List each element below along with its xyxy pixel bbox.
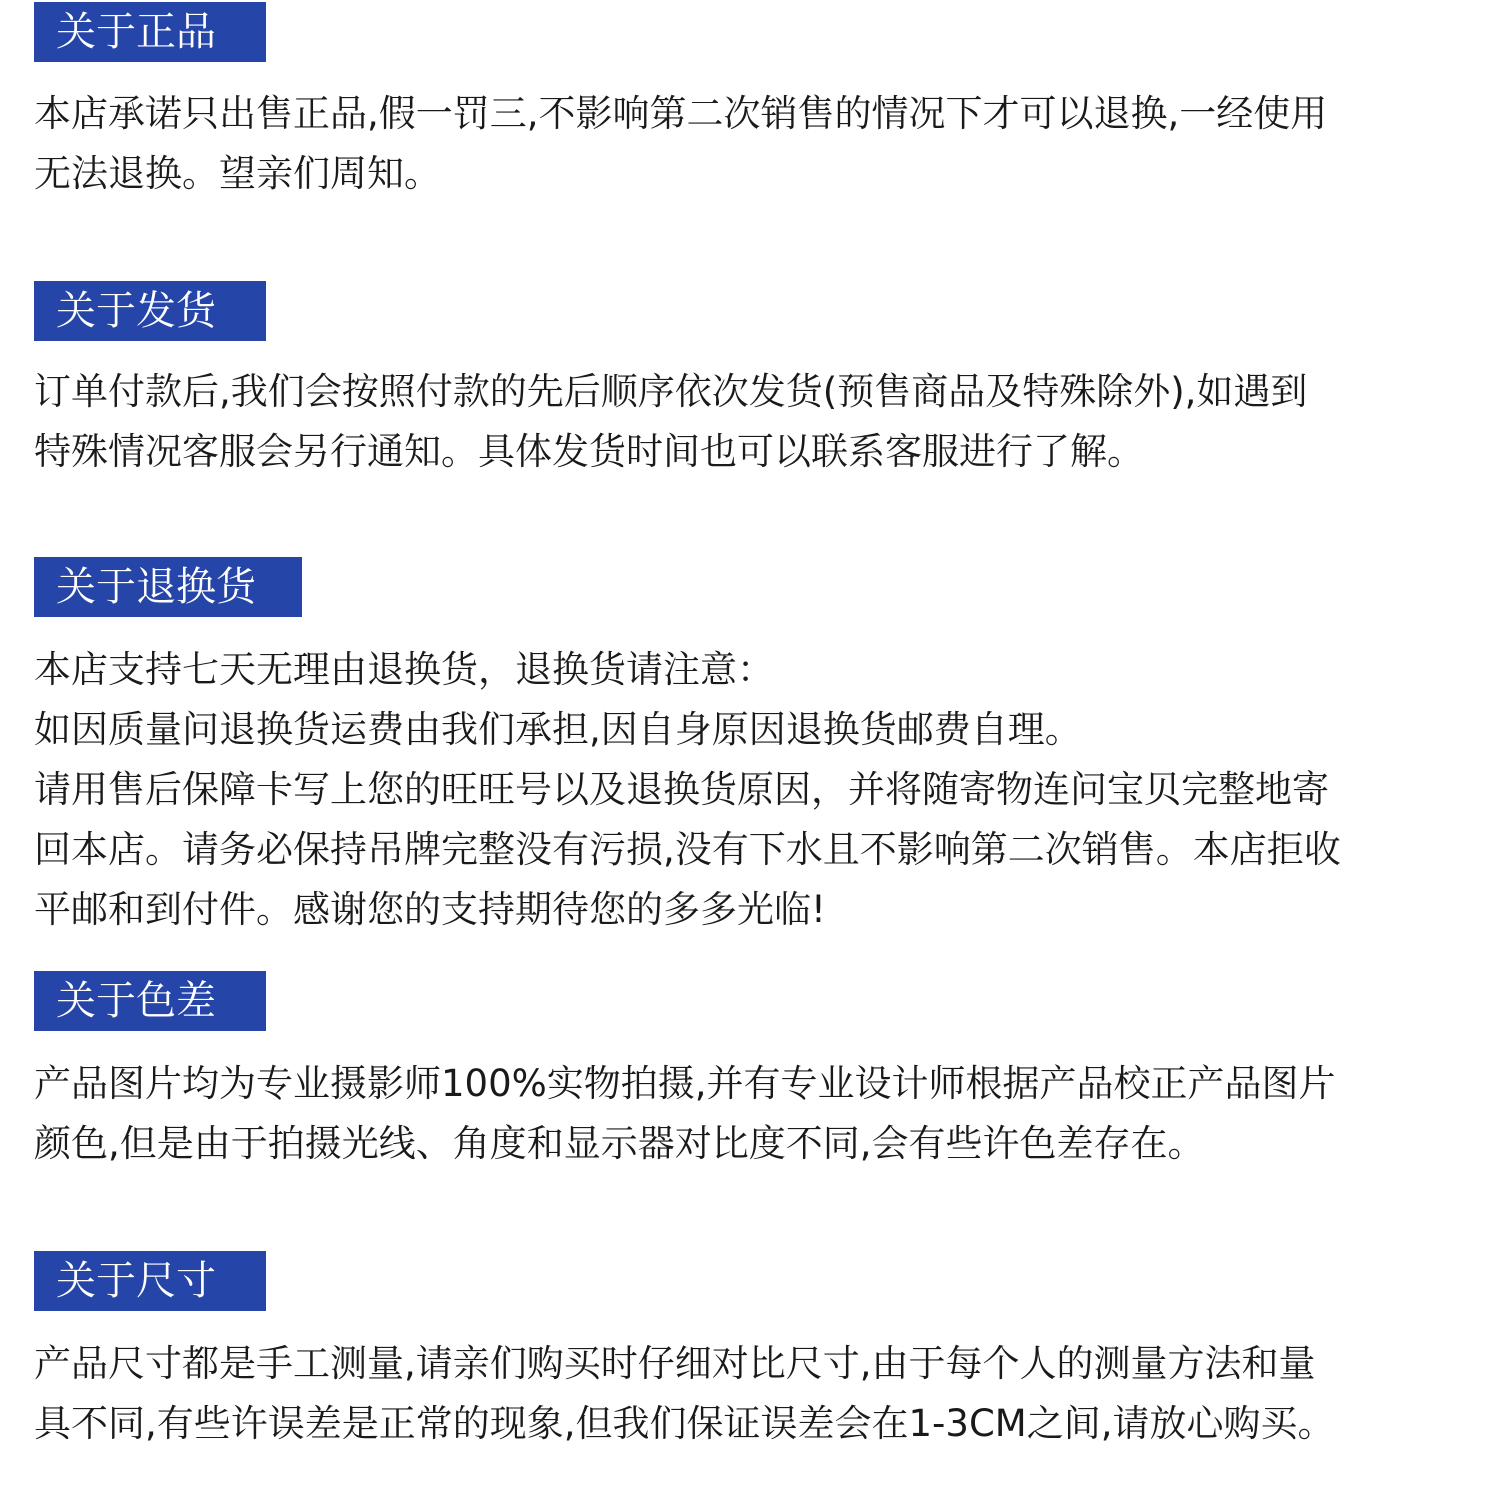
text-line: 请用售后保障卡写上您的旺旺号以及退换货原因，并将随寄物连问宝贝完整地寄 bbox=[34, 768, 1329, 811]
text-line: 产品尺寸都是手工测量,请亲们购买时仔细对比尺寸,由于每个人的测量方法和量 bbox=[34, 1342, 1316, 1385]
text-line: 平邮和到付件。感谢您的支持期待您的多多光临! bbox=[34, 888, 826, 931]
section-title-returns: 关于退换货 bbox=[34, 557, 302, 617]
section-body-shipping bbox=[34, 362, 1474, 482]
section-title-authentic: 关于正品 bbox=[34, 2, 266, 62]
section-body-authentic bbox=[34, 84, 1474, 204]
text-line: 无法退换。望亲们周知。 bbox=[34, 152, 441, 195]
text-line: 颜色,但是由于拍摄光线、角度和显示器对比度不同,会有些许色差存在。 bbox=[34, 1122, 1205, 1165]
section-body-color-difference bbox=[34, 1054, 1474, 1174]
text-line: 产品图片均为专业摄影师100%实物拍摄,并有专业设计师根据产品校正产品图片 bbox=[34, 1062, 1336, 1105]
text-line: 特殊情况客服会另行通知。具体发货时间也可以联系客服进行了解。 bbox=[34, 430, 1144, 473]
section-title-size: 关于尺寸 bbox=[34, 1251, 266, 1311]
text-line: 本店承诺只出售正品,假一罚三,不影响第二次销售的情况下才可以退换,一经使用 bbox=[34, 92, 1328, 135]
section-body-returns bbox=[34, 640, 1474, 940]
text-line: 回本店。请务必保持吊牌完整没有污损,没有下水且不影响第二次销售。本店拒收 bbox=[34, 828, 1341, 871]
section-body-size bbox=[34, 1334, 1474, 1454]
section-title-shipping: 关于发货 bbox=[34, 281, 266, 341]
text-line: 如因质量问退换货运费由我们承担,因自身原因退换货邮费自理。 bbox=[34, 708, 1082, 751]
text-line: 本店支持七天无理由退换货，退换货请注意： bbox=[34, 648, 774, 691]
section-title-color-difference: 关于色差 bbox=[34, 971, 266, 1031]
text-line: 订单付款后,我们会按照付款的先后顺序依次发货(预售商品及特殊除外),如遇到 bbox=[34, 370, 1308, 413]
text-line: 具不同,有些许误差是正常的现象,但我们保证误差会在1-3CM之间,请放心购买。 bbox=[34, 1402, 1335, 1445]
